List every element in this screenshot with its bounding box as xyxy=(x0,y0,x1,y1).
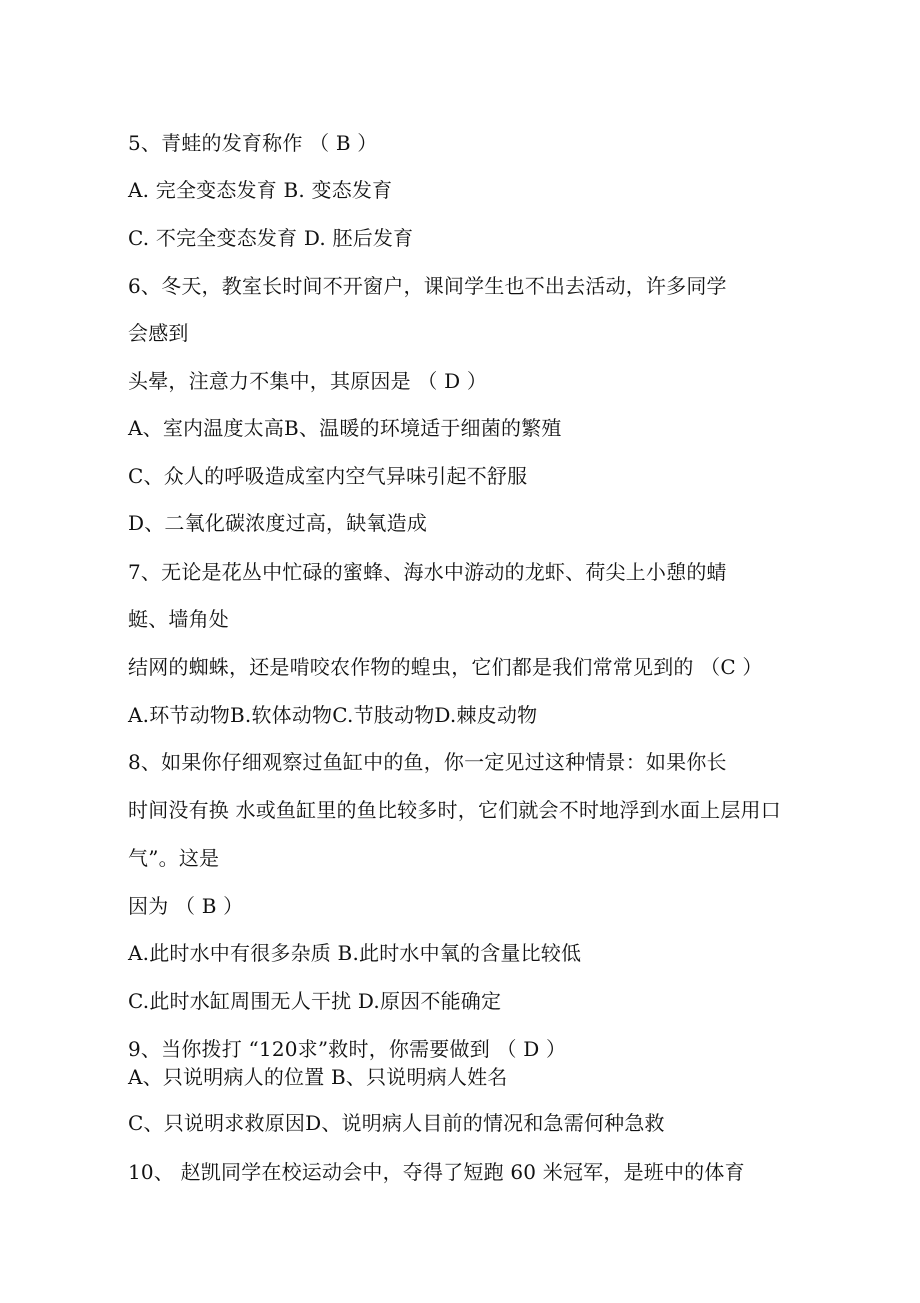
q6-option-d: D、二氧化碳浓度过高，缺氧造成 xyxy=(128,511,428,535)
q9-options-ab: A、只说明病人的位置 B、只说明病人姓名 xyxy=(128,1065,508,1089)
q6-stem-line1: 6、冬天，教室长时间不开窗户，课间学生也不出去活动，许多同学 xyxy=(128,274,727,298)
q8-options-ab: A.此时水中有很多杂质 B.此时水中氧的含量比较低 xyxy=(128,941,582,965)
q9-stem: 9、当你拨打 “120求”救时，你需要做到 （ D ） xyxy=(128,1037,567,1061)
q9-options-cd: C、只说明求救原因D、说明病人目前的情况和急需何种急救 xyxy=(128,1111,665,1135)
q6-options-ab: A、室内温度太高B、温暖的环境适于细菌的繁殖 xyxy=(128,416,562,440)
q7-options: A.环节动物B.软体动物C.节肢动物D.棘皮动物 xyxy=(128,703,538,727)
q5-options-ab: A. 完全变态发育 B. 变态发育 xyxy=(128,178,393,202)
q5-stem: 5、青蛙的发育称作 （ B ） xyxy=(128,131,378,155)
q7-stem-line2: 蜓、墙角处 xyxy=(128,607,229,631)
q5-options-cd: C. 不完全变态发育 D. 胚后发育 xyxy=(128,226,414,250)
q8-stem-line2: 时间没有换 水或鱼缸里的鱼比较多时，它们就会不时地浮到水面上层用口 xyxy=(128,798,781,822)
q8-stem-line3: 气”。这是 xyxy=(128,846,220,870)
q10-stem-line1: 10、 赵凯同学在校运动会中，夺得了短跑 60 米冠军，是班中的体育 xyxy=(128,1160,745,1184)
q8-stem-line4: 因为 （ B ） xyxy=(128,894,244,918)
q6-option-c: C、众人的呼吸造成室内空气异味引起不舒服 xyxy=(128,464,528,488)
q8-stem-line1: 8、如果你仔细观察过鱼缸中的鱼，你一定见过这种情景：如果你长 xyxy=(128,750,727,774)
q6-stem-line2: 会感到 xyxy=(128,321,189,345)
q7-stem-line1: 7、无论是花丛中忙碌的蜜蜂、海水中游动的龙虾、荷尖上小憩的蜻 xyxy=(128,560,727,584)
q6-stem-line3: 头晕，注意力不集中，其原因是 （ D ） xyxy=(128,369,488,393)
q8-options-cd: C.此时水缸周围无人干扰 D.原因不能确定 xyxy=(128,989,502,1013)
q7-stem-line3: 结网的蜘蛛，还是啃咬农作物的蝗虫，它们都是我们常常见到的 （C ） xyxy=(128,655,763,679)
